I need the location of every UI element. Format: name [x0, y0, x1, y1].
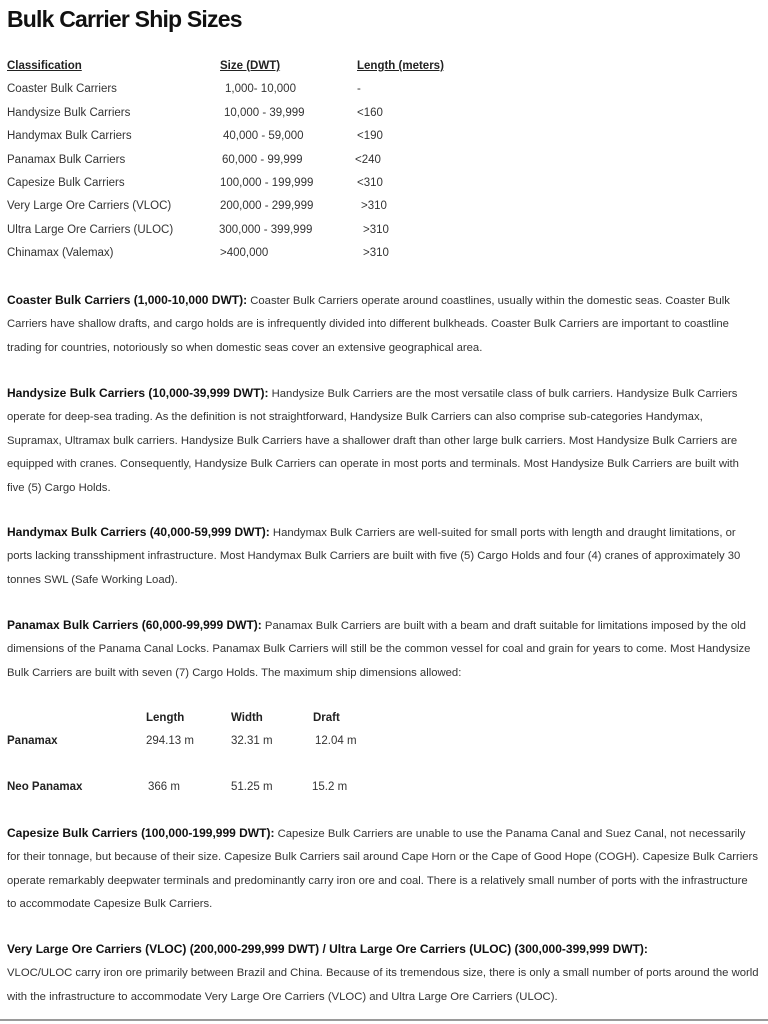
- cell-classification: Coaster Bulk Carriers: [7, 83, 117, 96]
- coaster-heading: Coaster Bulk Carriers (1,000-10,000 DWT):: [7, 293, 248, 307]
- cell-length: <160: [357, 106, 383, 119]
- vloc-heading: Very Large Ore Carriers (VLOC) (200,000-299,999 DWT) / Ultra Large Ore Carriers (ULOC) (300,000-399,999 DWT):: [7, 942, 648, 956]
- cell-size: 40,000 - 59,000: [223, 130, 304, 143]
- cell-size: 100,000 - 199,999: [220, 176, 314, 189]
- handysize-paragraph: [7, 382, 759, 500]
- dims-cell-width: 51.25 m: [231, 781, 273, 793]
- capesize-paragraph: [7, 822, 759, 917]
- header-size: Size (DWT): [220, 60, 281, 72]
- cell-size: 1,000- 10,000: [225, 83, 296, 96]
- panamax-paragraph: [7, 614, 759, 685]
- cell-size: 200,000 - 299,999: [220, 200, 314, 213]
- vloc-paragraph: [7, 938, 759, 1009]
- vloc-body: VLOC/ULOC carry iron ore primarily between Brazil and China. Because of its tremendous size, there is only a small number of ports around the world with the infrastructure to accommodate Very Large Ore Carriers (VLOC) and Ultra Large Ore Carriers (ULOC).: [7, 967, 759, 1003]
- cell-classification: Capesize Bulk Carriers: [7, 176, 125, 189]
- dims-header-width: Width: [231, 712, 263, 724]
- cell-size: 60,000 - 99,999: [222, 153, 303, 166]
- cell-length: <240: [355, 153, 381, 166]
- cell-size: 10,000 - 39,999: [224, 106, 305, 119]
- cell-classification: Ultra Large Ore Carriers (ULOC): [7, 223, 174, 236]
- cell-length: <310: [357, 176, 383, 189]
- header-length: Length (meters): [357, 60, 444, 72]
- page-title: Bulk Carrier Ship Sizes: [7, 6, 242, 32]
- header-classification: Classification: [7, 60, 82, 72]
- cell-length: -: [357, 83, 361, 96]
- cell-length: >310: [363, 247, 389, 260]
- handymax-heading: Handymax Bulk Carriers (40,000-59,999 DWT):: [7, 525, 270, 539]
- cell-classification: Handysize Bulk Carriers: [7, 106, 131, 119]
- dims-row-label: Panamax: [7, 735, 58, 747]
- capesize-body: Capesize Bulk Carriers are unable to use the Panama Canal and Suez Canal, not necessarily for their tonnage, but because of their size. Capesize Bulk Carriers sail around Cape Horn or the Cape of Good Hope (COGH). Capesize Bulk Carriers operate remarkably deepwater terminals and predominantly carry iron ore and coal. There is a relatively small number of ports with the infrastructure to accommodate Capesize Bulk Carriers.: [7, 828, 758, 911]
- cell-length: >310: [363, 223, 389, 236]
- dims-cell-width: 32.31 m: [231, 735, 273, 747]
- dims-cell-draft: 12.04 m: [315, 735, 357, 747]
- dims-cell-length: 366 m: [148, 781, 180, 793]
- dims-header-draft: Draft: [313, 712, 340, 724]
- cell-size: >400,000: [220, 247, 269, 260]
- cell-classification: Chinamax (Valemax): [7, 247, 114, 260]
- cell-size: 300,000 - 399,999: [219, 223, 313, 236]
- bottom-divider: [0, 1019, 768, 1021]
- cell-classification: Very Large Ore Carriers (VLOC): [7, 200, 172, 213]
- dims-header-length: Length: [146, 712, 185, 724]
- panamax-body: Panamax Bulk Carriers are built with a beam and draft suitable for limitations imposed by the old dimensions of the Panama Canal Locks. Panamax Bulk Carriers will still be the common vessel for coal and grain for years to come. Most Handysize Bulk Carriers are built with seven (7) Cargo Holds. The maximum ship dimensions allowed:: [7, 620, 751, 679]
- capesize-heading: Capesize Bulk Carriers (100,000-199,999 DWT):: [7, 826, 275, 840]
- handymax-body: Handymax Bulk Carriers are well-suited for small ports with length and draught limitations, or ports lacking transshipment infrastructure. Most Handymax Bulk Carriers are built with five (5) Cargo Holds and four (4) cranes of approximately 30 tonnes SWL (Safe Working Load).: [7, 527, 741, 586]
- cell-classification: Panamax Bulk Carriers: [7, 153, 126, 166]
- coaster-paragraph: [7, 289, 759, 360]
- dims-row-label: Neo Panamax: [7, 781, 83, 793]
- handysize-body: Handysize Bulk Carriers are the most versatile class of bulk carriers. Handysize Bulk Carriers operate for deep-sea trading. As the definition is not straightforward, Handysize Bulk Carriers can also comprise sub-categories Handymax, Supramax, Ultramax bulk carriers. Handysize Bulk Carriers have a shallower draft than other large bulk carriers. Most Handysize Bulk Carriers are equipped with cranes. Consequently, Handysize Bulk Carriers can operate in most ports and terminals. Most Handysize Bulk Carriers are built with five (5) Cargo Holds.: [7, 388, 739, 494]
- dims-cell-draft: 15.2 m: [312, 781, 348, 793]
- panamax-heading: Panamax Bulk Carriers (60,000-99,999 DWT):: [7, 618, 262, 632]
- cell-classification: Handymax Bulk Carriers: [7, 130, 132, 143]
- handymax-paragraph: [7, 521, 759, 592]
- handysize-heading: Handysize Bulk Carriers (10,000-39,999 DWT):: [7, 386, 269, 400]
- coaster-body: Coaster Bulk Carriers operate around coastlines, usually within the domestic seas. Coaster Bulk Carriers have shallow drafts, and cargo holds are is infrequently divided into different bulkheads. Coaster Bulk Carriers are important to coastline trading for countries, notoriously so when domestic seas cover an extensive geographical area.: [7, 295, 730, 354]
- cell-length: >310: [361, 200, 387, 213]
- dims-cell-length: 294.13 m: [146, 735, 194, 747]
- cell-length: <190: [357, 130, 383, 143]
